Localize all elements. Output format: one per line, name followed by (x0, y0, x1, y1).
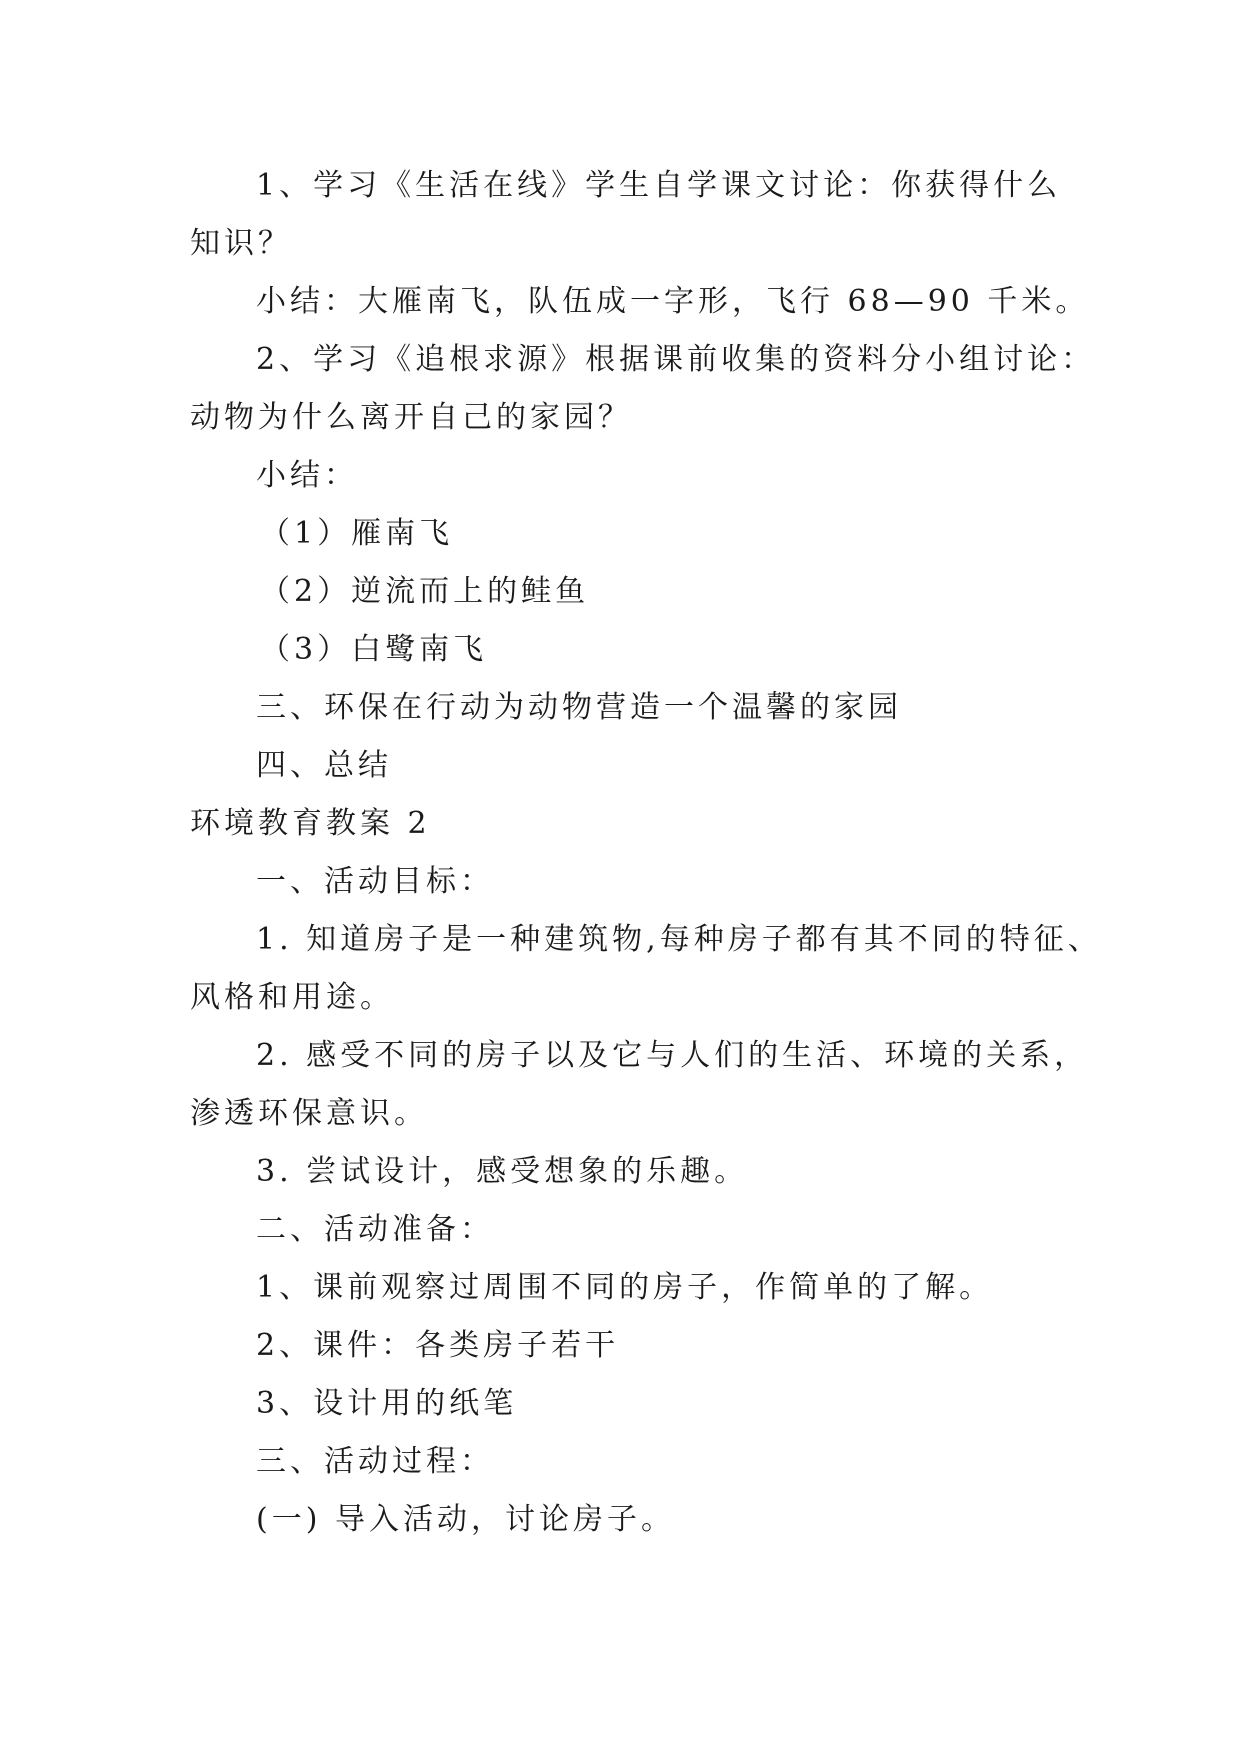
paragraph-line: 3、设计用的纸笔 (256, 1386, 518, 1421)
list-item: （2）逆流而上的鲑鱼 (260, 574, 590, 609)
section-heading: 二、活动准备： (256, 1212, 494, 1247)
paragraph-line: 风格和用途。 (190, 980, 394, 1015)
paragraph-line: 1、学习《生活在线》学生自学课文讨论：你获得什么 (256, 168, 1062, 203)
paragraph-line: 2、课件：各类房子若干 (256, 1328, 620, 1363)
paragraph-line: (一) 导入活动，讨论房子。 (256, 1502, 675, 1537)
paragraph-line: 1、课前观察过周围不同的房子，作简单的了解。 (256, 1270, 994, 1305)
section-heading: 四、总结 (256, 748, 392, 783)
paragraph-line: 动物为什么离开自己的家园？ (190, 400, 632, 435)
section-heading: 三、环保在行动为动物营造一个温馨的家园 (256, 690, 902, 725)
paragraph-line: 3. 尝试设计，感受想象的乐趣。 (256, 1154, 749, 1189)
section-heading: 三、活动过程： (256, 1444, 494, 1479)
paragraph-line: 小结： (256, 458, 358, 493)
paragraph-line: 小结：大雁南飞，队伍成一字形，飞行 68—90 千米。 (256, 284, 1090, 319)
paragraph-line: 2. 感受不同的房子以及它与人们的生活、环境的关系， (256, 1038, 1089, 1073)
list-item: （1）雁南飞 (260, 516, 454, 551)
paragraph-line: 1. 知道房子是一种建筑物,每种房子都有其不同的特征、 (256, 922, 1102, 957)
paragraph-line: 2、学习《追根求源》根据课前收集的资料分小组讨论： (256, 342, 1096, 377)
paragraph-line: 渗透环保意识。 (190, 1096, 428, 1131)
document-title: 环境教育教案 2 (190, 806, 431, 841)
section-heading: 一、活动目标： (256, 864, 494, 899)
paragraph-line: 知识？ (190, 226, 292, 261)
list-item: （3）白鹭南飞 (260, 632, 488, 667)
